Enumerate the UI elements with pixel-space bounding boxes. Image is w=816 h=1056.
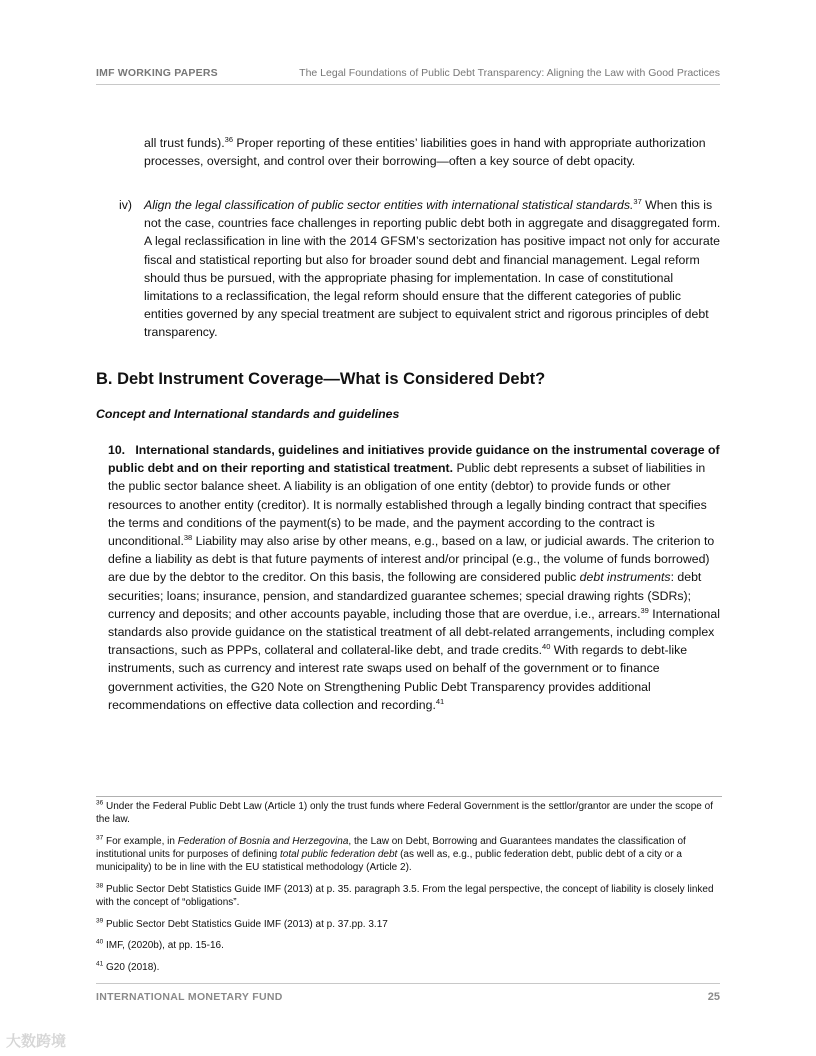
footnote-39: $^{39}$ Public Sector Debt Statistics Guide IMF (2013) at p. 37.pp. 3.17 xyxy=(96,917,388,930)
footnote-ref-39[interactable]: 39 xyxy=(640,605,649,615)
footnote-ref-40[interactable]: 40 xyxy=(542,642,551,652)
running-header-title: The Legal Foundations of Public Debt Transparency: Aligning the Law with Good Practices xyxy=(299,67,720,79)
footnote-40: $^{40}$ IMF, (2020b), at pp. 15-16. xyxy=(96,938,224,952)
footnote-ref-37[interactable]: 37 xyxy=(633,196,642,206)
paragraph-number: 10. xyxy=(108,443,126,457)
footnote-38: $^{38}$ Public Sector Debt Statistics Guide IMF (2013) at p. 35. paragraph 3.5. From the legal perspective, the concept of liability is closely linked with the concept of “obligations”. xyxy=(96,882,714,908)
list-item-iv: Align the legal classification of public sector entities with international statistical standards.$^{37}$ When this is not the case, countries face challenges in reporting public debt both in aggregate and disaggregated form. A legal reclassification in line with the 2014 GFSM’s sectorization has positive impact not only for accurate fiscal and statistical reporting but also for broader sound debt and financial management. Legal reform should thus be pursued, with the appropriate phasing for implementation. In case of constitutional limitations to a reclassification, the legal reform should ensure that the different categories of public entities governed by any special treatment are subject to equivalent strict and rigorous principles of debt transparency. xyxy=(144,196,721,340)
footnote-divider xyxy=(96,796,722,797)
footnote-ref-38[interactable]: 38 xyxy=(183,532,193,542)
watermark: 大数跨境 xyxy=(6,1033,67,1050)
running-header-series: IMF WORKING PAPERS xyxy=(96,67,218,79)
footnote-37: $^{37}$ For example, in Federation of Bosnia and Herzegovina, the Law on Debt, Borrowing and Guarantees mandates the classification of institutional units for purposes of defining total public federation debt (as well as, e.g., public federation debt, public debt of a city or a municipality) to be in line with the EU statistical methodology (Article 2). xyxy=(96,834,686,874)
paragraph-lead: International standards, guidelines and initiatives provide guidance on the instrumental coverage of public debt and on their reporting and statistical treatment. xyxy=(108,443,720,476)
list-item-lead: Align the legal classification of public sector entities with international statistical standards. xyxy=(144,198,634,212)
footnotes xyxy=(96,800,722,982)
footer-organization: INTERNATIONAL MONETARY FUND xyxy=(96,991,283,1003)
footnote-41: $^{41}$ G20 (2018). xyxy=(96,960,160,973)
subsection-heading: Concept and International standards and guidelines xyxy=(96,407,400,421)
header-divider xyxy=(96,84,720,85)
footer-divider xyxy=(96,983,720,984)
section-heading: B. Debt Instrument Coverage—What is Considered Debt? xyxy=(96,370,546,388)
footnote-ref-36[interactable]: 36 xyxy=(224,134,233,144)
continued-paragraph: all trust funds).$^{36}$ Proper reporting of these entities’ liabilities goes in hand with appropriate authorization processes, oversight, and control over their borrowing—often a key source of debt opacity. xyxy=(144,134,706,169)
list-item-number: iv) xyxy=(119,198,132,212)
page-number: 25 xyxy=(707,991,720,1003)
footnote-36: $^{36}$ Under the Federal Public Debt Law (Article 1) only the trust funds where Federal Government is the settlor/grantor are under the scope of the law. xyxy=(96,799,713,826)
paragraph-10: 10. International standards, guidelines and initiatives provide guidance on the instrumental coverage of public debt and on their reporting and statistical treatment. Public debt represents a subset of liabilities in the public sector balance sheet. A liability is an obligation of one entity (debtor) to provide funds or other resources to another entity (creditor). It is normally established through a legally binding contract that specifies the terms and conditions of the payment(s) to be made, and the payment according to the contract is unconditional.$^{38}$ Liability may also arise by other means, e.g., based on a law, or judicial awards. The criterion to define a liability as debt is that future payments of interest and/or principal (e.g., the volume of funds borrowed) are due by the debtor to the creditor. On this basis, the following are considered public debt instruments: debt securities; loans; insurance, pension, and standardized guarantee schemes; special drawing rights (SDRs); currency and deposits; and other accounts payable, including those that are overdue, i.e., arrears.$^{39}$ International standards also provide guidance on the statistical treatment of all debt-related arrangements, including complex transactions, such as PPPs, collateral and collateral-like debt, and trade credits.$^{40}$ With regards to debt-like instruments, such as currency and interest rate swaps used on behalf of the government or to finance government activities, the G20 Note on Strengthening Public Debt Transparency provides additional recommendations on effective data collection and recording.$^{41}$ xyxy=(108,443,720,712)
footnote-ref-41[interactable]: 41 xyxy=(435,696,445,706)
